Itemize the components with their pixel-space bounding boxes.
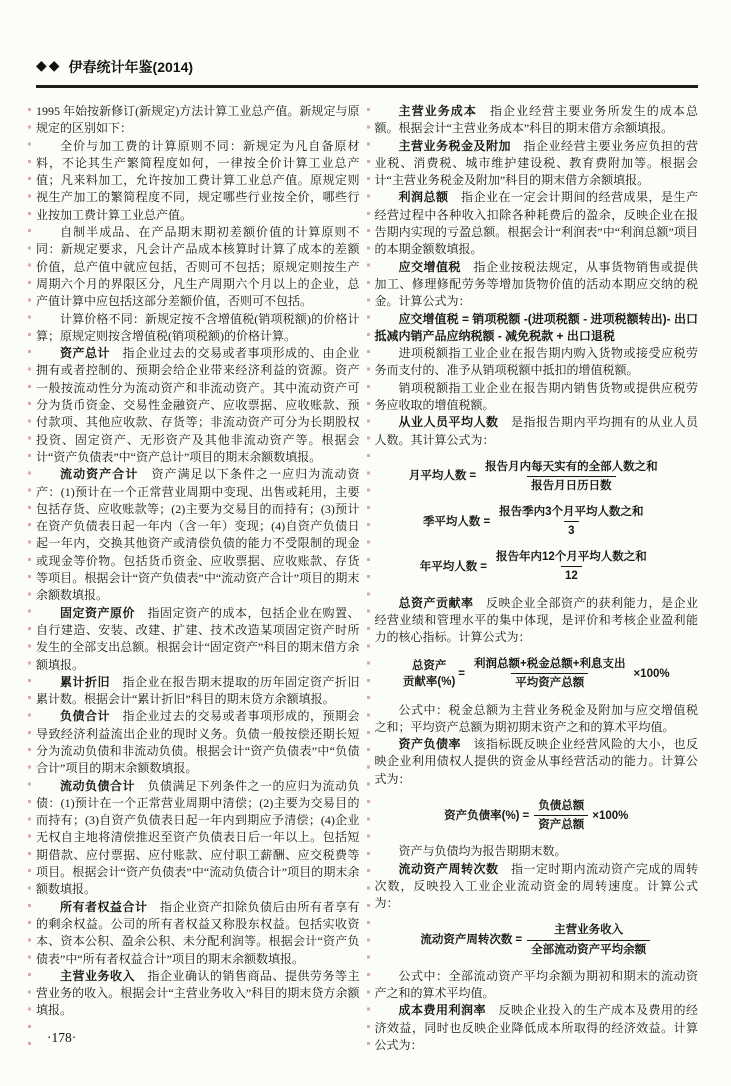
- fraction-denominator: 平均资产总额: [511, 673, 588, 691]
- definition-paragraph: 成本费用利润率 反映企业投入的生产成本及费用的经济效益，同时也反映企业降低成本所取得的经济效益。计算公式为：: [374, 1003, 698, 1052]
- formula-lhs: 资产负债率(%): [444, 809, 520, 822]
- fraction-denominator: 全部流动资产平均余额: [527, 940, 650, 958]
- formula-lhs: [403, 658, 455, 690]
- term-label: 资产总计: [60, 346, 110, 361]
- equals-sign: =: [458, 667, 466, 680]
- formula-lhs: 季平均人数: [422, 515, 481, 528]
- diamond-icon: ◆◆: [36, 59, 62, 74]
- paragraph: 公式中：全部流动资产平均余额为期初和期末的流动资产之和的算术平均值。: [374, 968, 698, 1000]
- term-label: 资产负债率: [398, 737, 461, 752]
- paragraph: 资产与负债均为报告期期末数。: [398, 844, 567, 859]
- term-label: 流动资产合计: [60, 467, 139, 482]
- term-label: 主营业务税金及附加: [398, 138, 511, 153]
- paragraph: 公式中：税金总额为主营业务税金及附加与应交增值税之和；平均资产总额为期初期末资产之和的算术平均值。: [374, 702, 698, 734]
- definition-paragraph: 资产负债率 该指标既反映企业经营风险的大小，也反映企业利用债权人提供的资金从事经营活动的能力。计算公式为：: [374, 737, 698, 786]
- page-title: 伊春统计年鉴(2014): [68, 59, 194, 75]
- term-label: 从业人员平均人数: [398, 415, 499, 430]
- quarterly-average-formula: [375, 504, 699, 539]
- definition-paragraph: 总资产贡献率 反映企业全部资产的获利能力，是企业经营业绩和管理水平的集中体现，是评价和考核企业盈利能力的核心指标。计算公式为：: [374, 595, 698, 645]
- formula-text-paragraph: 应交增值税 = 销项税额 -(进项税额 - 进项税额转出)- 出口抵减内销产品应纳税额 - 减免税款 + 出口退税: [374, 311, 698, 343]
- term-label: 固定资产原价: [60, 605, 135, 620]
- fraction-numerator: 主营业务收入: [554, 924, 624, 937]
- definition-paragraph: 从业人员平均人数 是指报告期内平均拥有的从业人员人数。其计算公式为：: [374, 415, 698, 447]
- page-header: [36, 57, 698, 77]
- definition-paragraph: 应交增值税 指企业按税法规定，从事货物销售或提供加工、修理修配劳务等增加货物价值的活动本期应交纳的税金。计算公式为：: [374, 259, 698, 309]
- fraction-numerator: 负债总额: [538, 800, 585, 813]
- definition-paragraph: 累计折旧 指企业在报告期末提取的历年固定资产折旧累计数。根据会计“累计折旧”科目的期末贷方余额填报。: [36, 674, 360, 707]
- fraction-numerator: 报告月内每天实有的全部人数之和: [485, 460, 658, 473]
- term-label: 累计折旧: [60, 674, 110, 689]
- paragraph: 全价与加工费的计算原则不同：新规定为凡自备原材料，不论其生产繁简程度如何，一律按全价计算工业总产值；凡来料加工，允许按加工费计算工业总产值。原规定则视生产加工的繁简程度不同，规定哪些行业按全价，哪些行业按加工费计算工业总产值。: [36, 138, 360, 222]
- fraction-numerator: 报告年内12个月平均人数之和: [495, 551, 647, 564]
- definition-paragraph: 主营业务成本 指企业经营主要业务所发生的成本总额。根据会计“主营业务成本”科目的期末借方余额填报。: [374, 104, 698, 136]
- fraction: [492, 549, 651, 584]
- definition-paragraph: 利润总额 指企业在一定会计期间的经营成果，是生产经营过程中各种收入扣除各种耗费后的盈余，反映企业在报告期内实现的亏盈总额。根据会计“利润表”中“利润总额”项目的本期金额数填报。: [374, 190, 698, 257]
- right-column: [375, 103, 699, 1054]
- term-label: 所有者权益合计: [60, 899, 148, 914]
- definition-paragraph: 资产总计 指企业过去的交易或者事项形成的、由企业拥有或者控制的、预期会给企业带来经济利益的资源。资产一般按流动性分为流动资产和非流动资产。其中流动资产可分为货币资金、交易性金融资产、应收票据、应收账款、预付款项、其他应收款、存货等；非流动资产可分为长期股权投资、固定资产、无形资产及其他非流动资产等。根据会计“资产负债表”中“资产总计”项目的期末余额数填报。: [36, 346, 360, 464]
- term-label: 流动资产周转次数: [398, 861, 499, 876]
- header-rule: [36, 85, 698, 88]
- equals-sign: =: [480, 560, 487, 573]
- paragraph: 计算价格不同：新规定按不含增值税(销项税额)的价格计算；原规定则按含增值税(销项税额)的价格计算。: [36, 311, 360, 343]
- current-assets-turnover-formula: [375, 922, 699, 957]
- yearly-average-formula: [375, 549, 699, 584]
- definition-paragraph: 流动资产合计 资产满足以下条件之一应归为流动资产：(1)预计在一个正常营业周期中变现、出售或耗用，主要包括存货、应收账款等；(2)主要为交易目的而持有；(3)预计在资产负债表日起一年内（含一年）变现；(4)自资产负债日起一年内，交换其他资产或清偿负债的能力不受限制的现金或现金等价物。包括货币资金、应收票据、应收账款、存货等项目。根据会计“资产负债表”中“流动资产合计”项目的期末余额数填报。: [36, 467, 360, 603]
- fraction-denominator: 资产总额: [534, 815, 588, 833]
- formula-lhs: 流动资产周转次数: [420, 933, 513, 946]
- fraction-numerator: 利润总额+税金总额+利息支出: [474, 658, 626, 671]
- equals-sign: =: [515, 933, 523, 946]
- term-label: 流动负债合计: [60, 778, 135, 793]
- fraction: [495, 504, 647, 539]
- fraction: [527, 922, 650, 957]
- content-area: [36, 103, 698, 1054]
- page-number: ·178·: [47, 1030, 77, 1045]
- definition-paragraph: 负债合计 指企业过去的交易或者事项形成的，预期会导致经济利益流出企业的现时义务。负债一般按偿还期长短分为流动负债和非流动负债。根据会计“资产负债表”中“负债合计”项目的期末余额数填报。: [36, 709, 360, 776]
- term-label: 利润总额: [398, 190, 449, 205]
- paragraph: 进项税额指工业企业在报告期内购入货物或接受应税劳务而支付的、准予从销项税额中抵扣的增值税额。: [374, 346, 698, 378]
- term-label: 应交增值税: [398, 259, 461, 274]
- equals-sign: =: [469, 470, 477, 483]
- paragraph: 自制半成品、在产品期末期初差额价值的计算原则不同：新规定要求，凡会计产品成本核算时计算了成本的差额价值，总产值中就应包括，否则可不包括；原规定则按生产周期六个月的界限区分，凡生产周期六个月以上的企业，总产值计算中应包括这部分差额价值，否则可不包括。: [36, 225, 360, 309]
- formula-suffix: ×100%: [633, 667, 670, 680]
- term-label: 主营业务成本: [398, 104, 477, 118]
- definition-paragraph: 流动负债合计 负债满足下列条件之一的应归为流动负债：(1)预计在一个正常营业周期中清偿；(2)主要为交易目的而持有；(3)自资产负债表日起一年内到期应予清偿；(4)企业无权自主地将清偿推迟至资产负债表日后一年以上。包括短期借款、应付票据、应付账款、应付职工薪酬、应交税费等项目。根据会计“资产负债表”中“流动负债合计”项目的期末余额数填报。: [36, 778, 360, 897]
- formula-lhs-line: 总资产: [411, 659, 447, 672]
- equals-sign: =: [483, 515, 491, 528]
- term-label: 负债合计: [60, 709, 110, 724]
- page-footer: [47, 1030, 76, 1046]
- equals-sign: =: [522, 809, 530, 822]
- fraction: [470, 656, 629, 691]
- fraction-denominator: 报告月日历日数: [527, 476, 616, 494]
- term-label: 成本费用利润率: [398, 1003, 486, 1018]
- fraction-denominator: 3: [564, 521, 578, 539]
- term-label: 总资产贡献率: [398, 595, 474, 610]
- formula-lhs: 年平均人数: [419, 560, 478, 573]
- fraction-numerator: 报告季内3个月平均人数之和: [499, 506, 644, 519]
- definition-paragraph: 所有者权益合计 指企业资产扣除负债后由所有者享有的剩余权益。公司的所有者权益又称股东权益。包括实收资本、资本公积、盈余公积、未分配利润等。根据会计“资产负债表”中“所有者权益合计”项目的期末余额数填报。: [36, 899, 360, 966]
- fraction-denominator: 12: [561, 566, 582, 584]
- asset-liability-ratio-formula: [375, 798, 699, 833]
- formula-suffix: ×100%: [592, 809, 629, 822]
- fraction: [481, 459, 662, 494]
- definition-paragraph: 流动资产周转次数 指一定时期内流动资产完成的周转次数，反映投入工业企业流动资金的周转速度。计算公式为：: [374, 861, 698, 911]
- definition-paragraph: 主营业务税金及附加 指企业经营主要业务应负担的营业税、消费税、城市维护建设税、教育费附加等。根据会计“主营业务税金及附加”科目的期末借方余额填报。: [374, 138, 698, 188]
- term-label: 主营业务收入: [60, 968, 135, 983]
- paragraph: 1995 年始按新修订(新规定)方法计算工业总产值。新规定与原规定的区别如下：: [36, 104, 360, 136]
- definition-paragraph: 主营业务收入 指企业确认的销售商品、提供劳务等主营业务的收入。根据会计“主营业务收入”科目的期末贷方余额填报。: [36, 968, 360, 1018]
- paragraph: 销项税额指工业企业在报告期内销售货物或提供应税劳务应收取的增值税额。: [374, 380, 698, 413]
- definition-paragraph: 固定资产原价 指固定资产的成本，包括企业在购置、自行建造、安装、改建、扩建、技术改造某项固定资产时所发生的全部支出总额。根据会计“固定资产”科目的期末借方余额填报。: [36, 605, 360, 672]
- total-assets-contribution-formula: [375, 656, 699, 691]
- formula-lhs: 月平均人数: [408, 470, 467, 483]
- formula-lhs-line: 贡献率(%): [402, 675, 456, 688]
- monthly-average-formula: [375, 459, 699, 494]
- fraction: [534, 798, 588, 833]
- left-column: [36, 103, 360, 1054]
